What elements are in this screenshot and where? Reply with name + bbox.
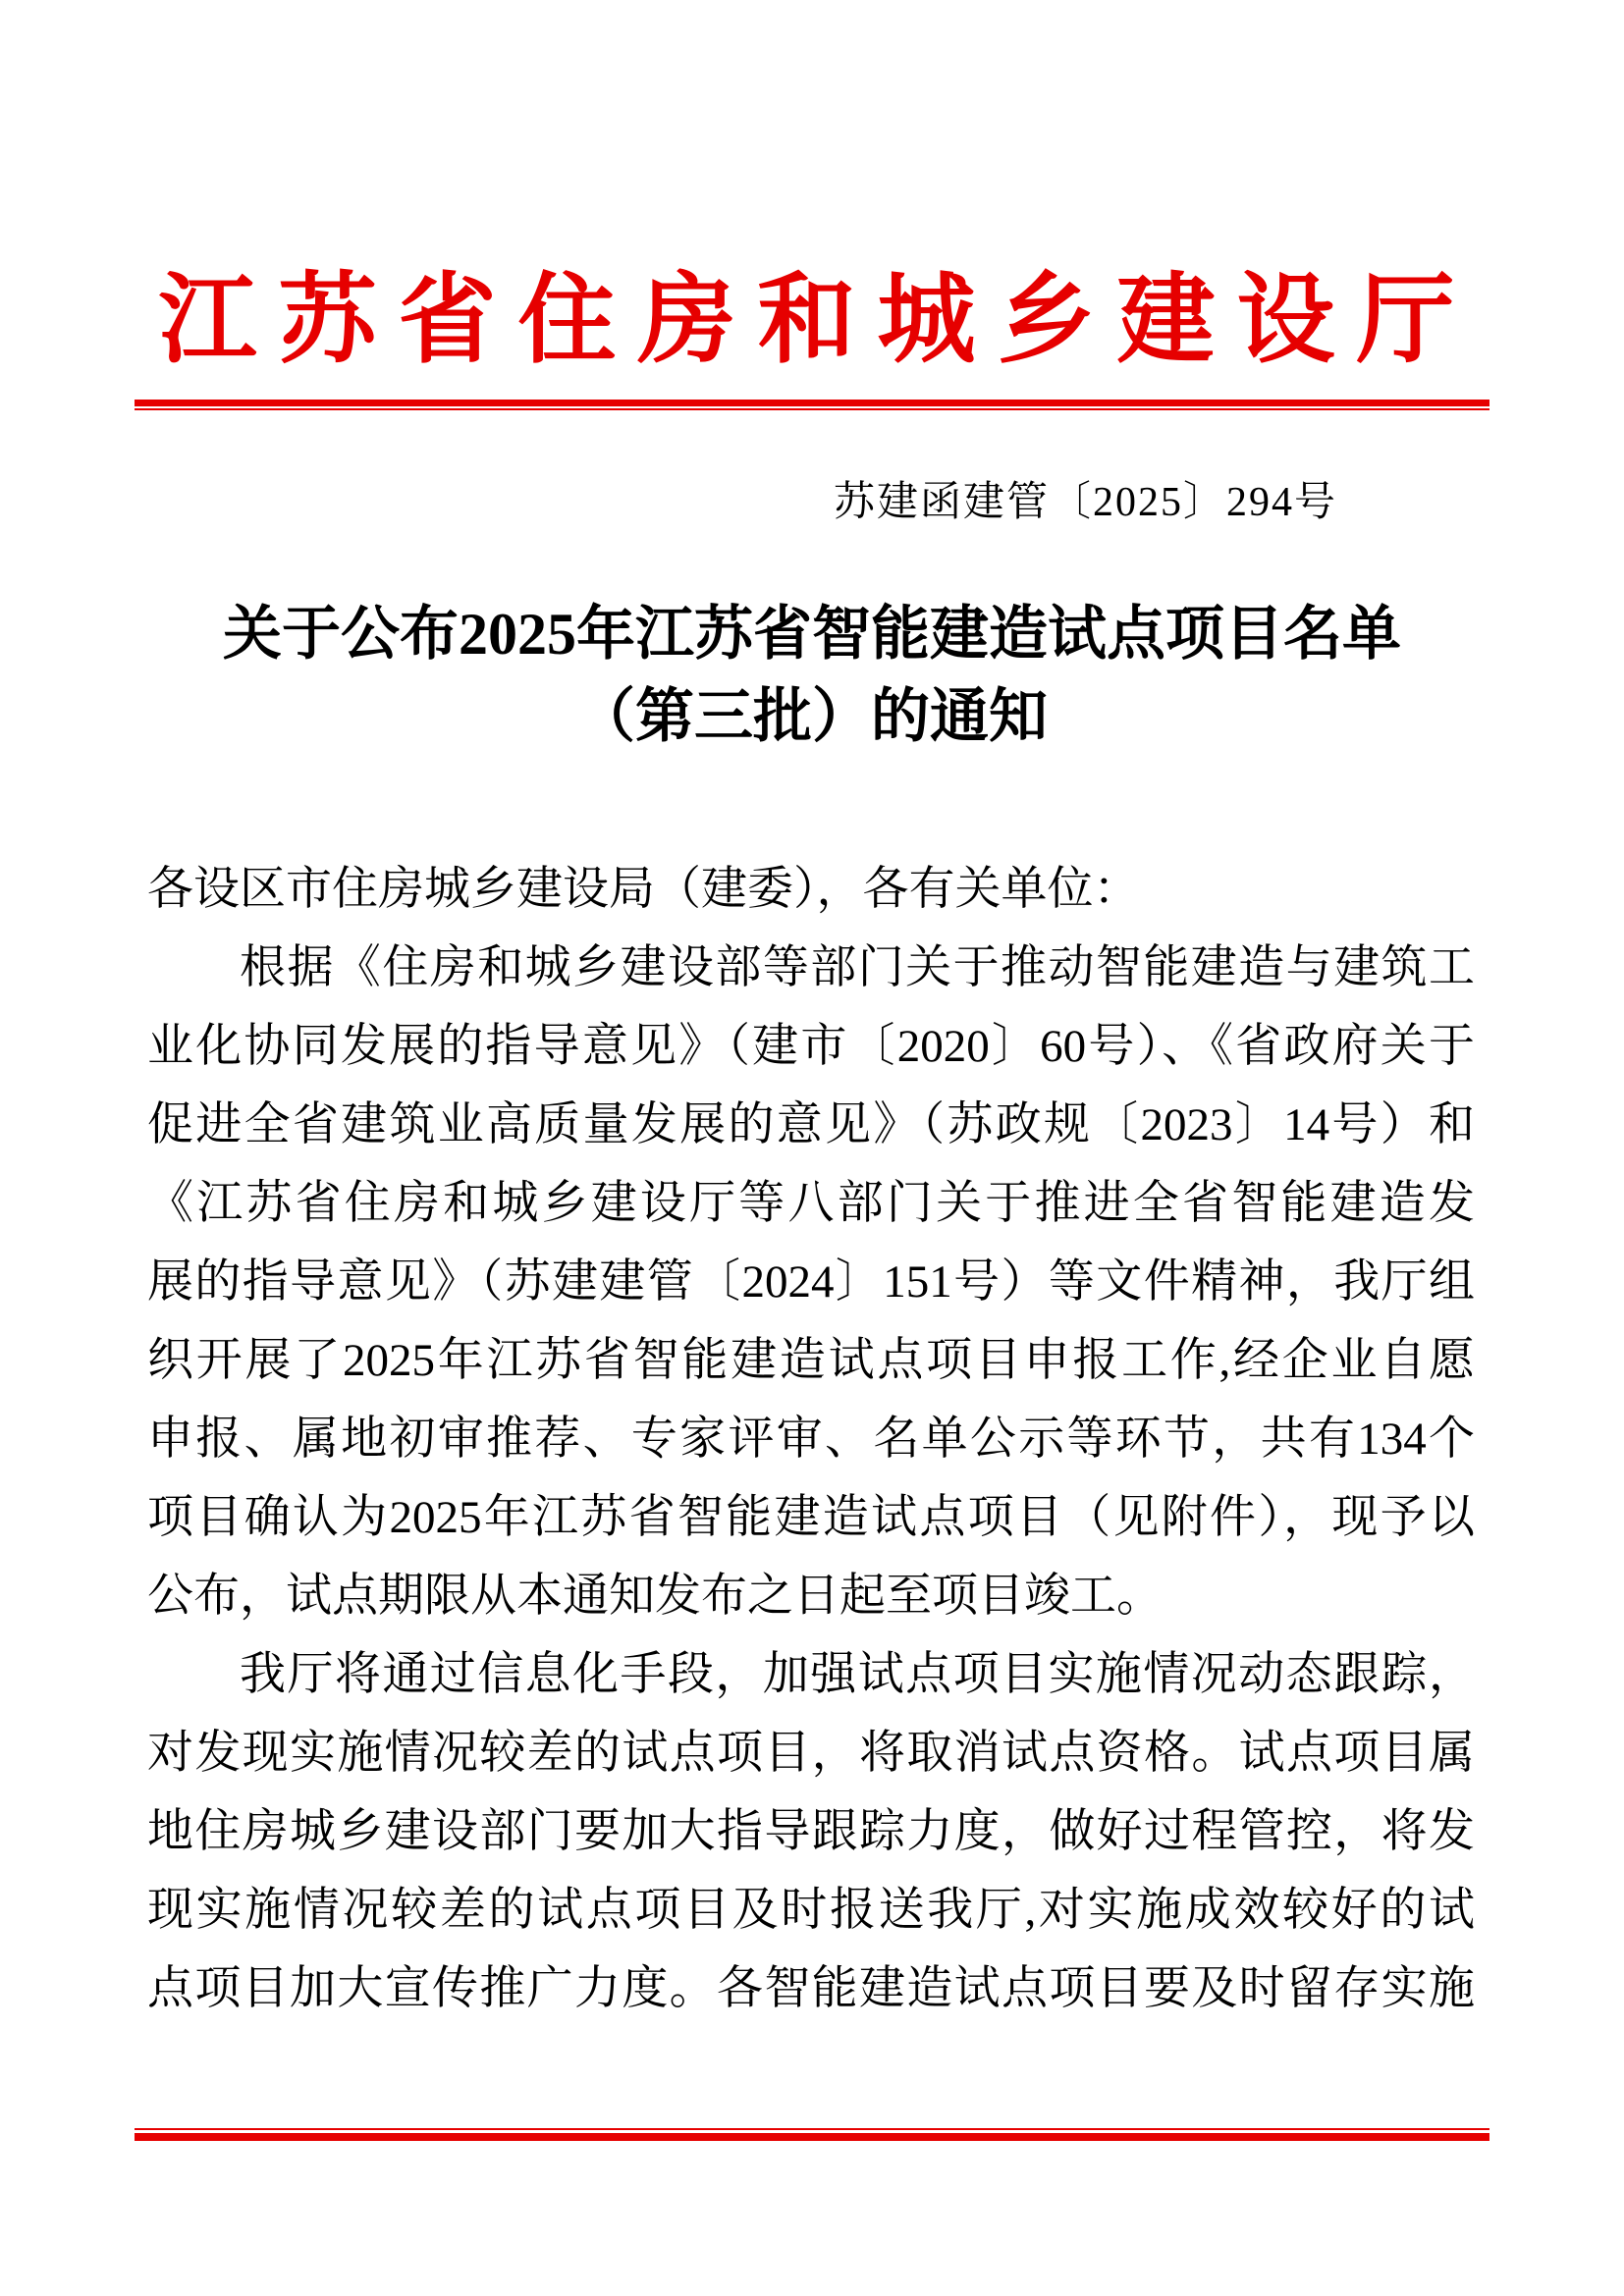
body-line: 《江苏省住房和城乡建设厅等八部门关于推进全省智能建造发 — [147, 1178, 1475, 1229]
body-line: 业化协同发展的指导意见》（建市〔2020〕60号）、《省政府关于 — [147, 1021, 1475, 1072]
body-line: 我厅将通过信息化手段，加强试点项目实施情况动态跟踪， — [240, 1649, 1475, 1700]
body-text — [147, 850, 1475, 2028]
body-line: 促进全省建筑业高质量发展的意见》（苏政规〔2023〕14号）和 — [147, 1099, 1475, 1150]
salutation-line: 各设区市住房城乡建设局（建委），各有关单位： — [147, 864, 1140, 915]
body-line: 展的指导意见》（苏建建管〔2024〕151号）等文件精神，我厅组 — [147, 1256, 1475, 1308]
body-line: 织开展了2025年江苏省智能建造试点项目申报工作,经企业自愿 — [147, 1335, 1475, 1386]
header-red-rule — [135, 400, 1489, 410]
notice-title-line1: 关于公布2025年江苏省智能建造试点项目名单 — [223, 602, 1401, 667]
body-line: 申报、属地初审推荐、专家评审、名单公示等环节，共有134个 — [147, 1414, 1475, 1465]
body-line: 项目确认为2025年江苏省智能建造试点项目（见附件），现予以 — [147, 1492, 1475, 1543]
document-number: 苏建函建管〔2025〕294号 — [833, 480, 1337, 525]
notice-title — [0, 593, 1624, 758]
body-line: 点项目加大宣传推广力度。各智能建造试点项目要及时留存实施 — [147, 1963, 1475, 2014]
footer-red-rule — [135, 2128, 1489, 2141]
body-line: 根据《住房和城乡建设部等部门关于推动智能建造与建筑工 — [240, 942, 1475, 993]
body-line: 对发现实施情况较差的试点项目，将取消试点资格。试点项目属 — [147, 1728, 1475, 1779]
organization-title: 江苏省住房和城乡建设厅 — [158, 266, 1477, 375]
notice-title-line2: （第三批）的通知 — [576, 684, 1048, 749]
body-line: 现实施情况较差的试点项目及时报送我厅,对实施成效较好的试 — [147, 1885, 1475, 1936]
body-line: 公布，试点期限从本通知发布之日起至项目竣工。 — [147, 1571, 1163, 1622]
body-line: 地住房城乡建设部门要加大指导跟踪力度，做好过程管控，将发 — [147, 1806, 1475, 1857]
